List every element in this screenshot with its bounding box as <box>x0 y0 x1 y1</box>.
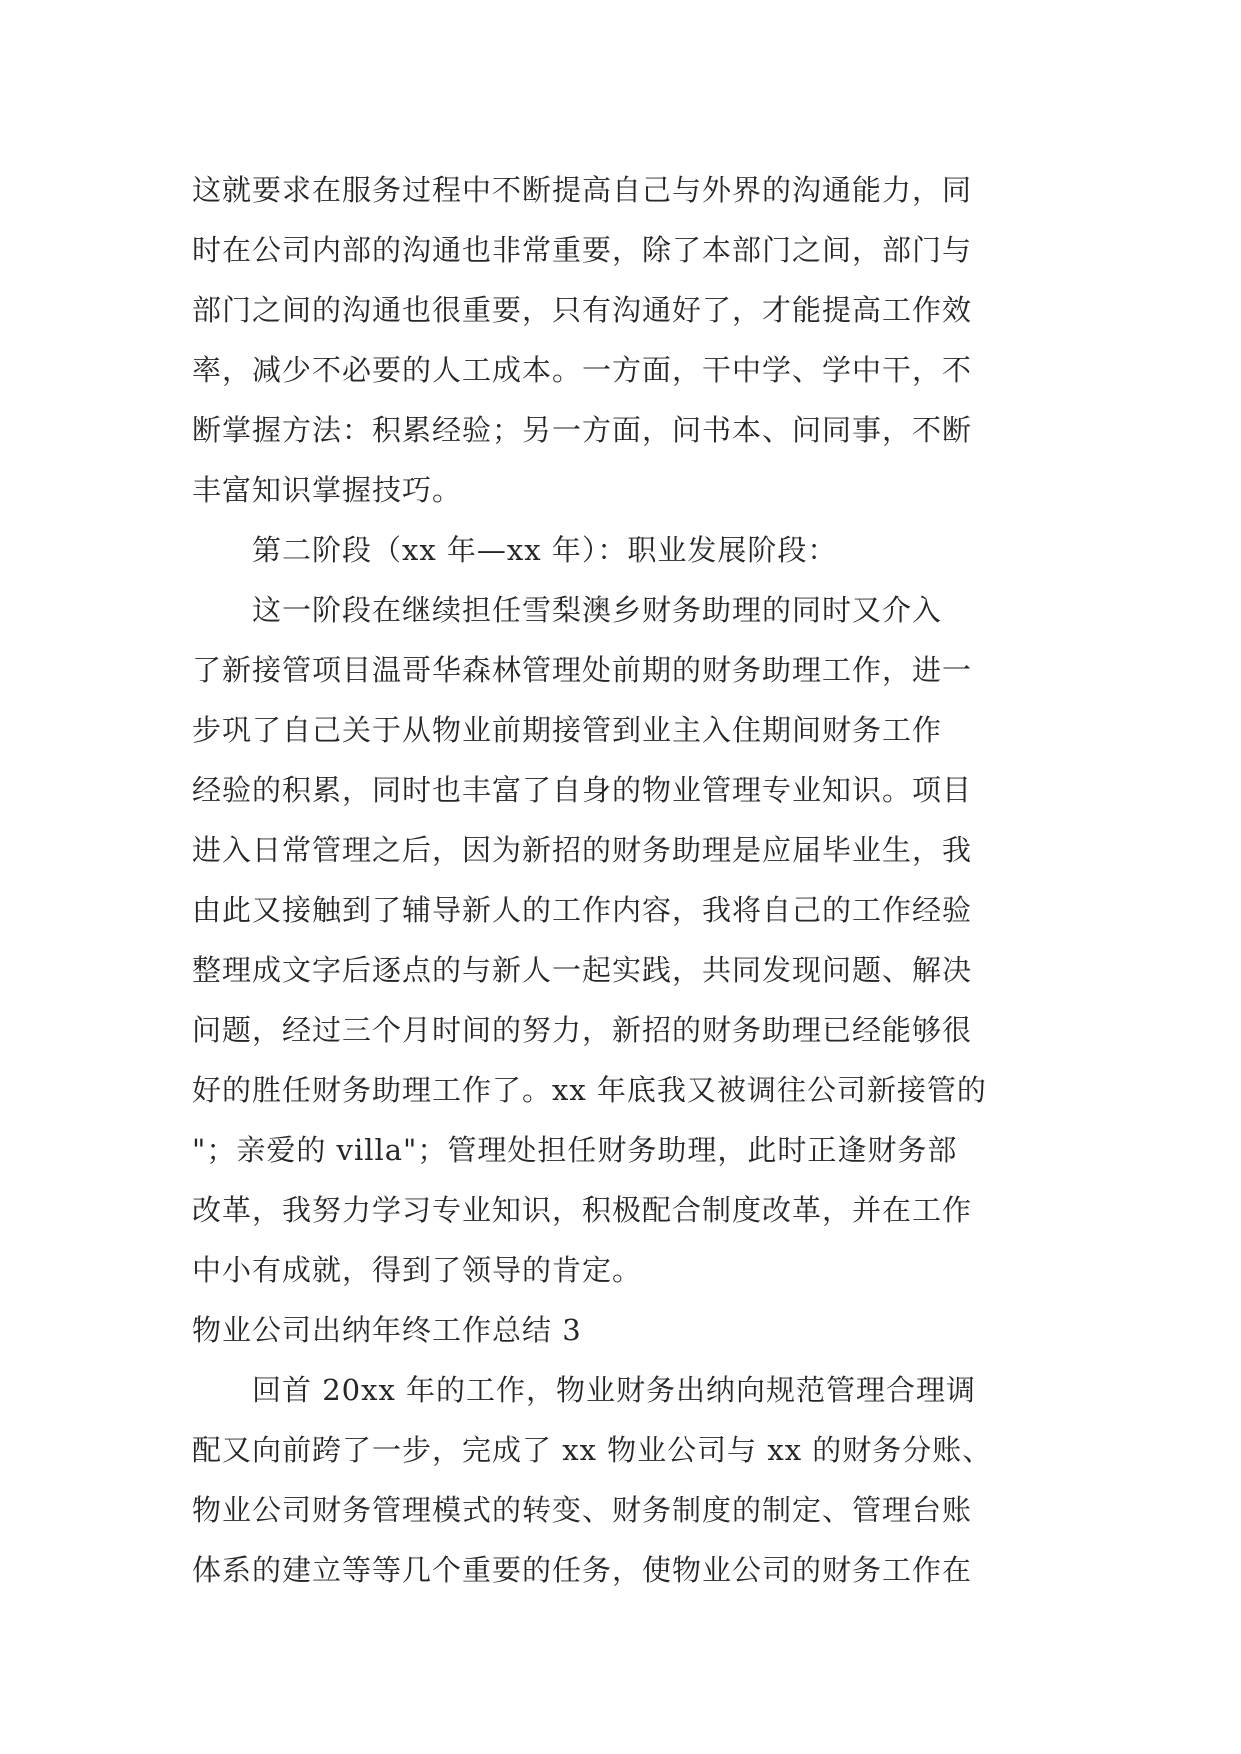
body-line: 断掌握方法：积累经验；另一方面，问书本、问同事，不断 <box>192 413 973 447</box>
body-line: 时在公司内部的沟通也非常重要，除了本部门之间，部门与 <box>192 233 973 267</box>
body-line: 物业公司财务管理模式的转变、财务制度的制定、管理台账 <box>192 1493 973 1527</box>
document-title: 物业公司出纳年终工作总结 3 <box>192 1313 582 1347</box>
body-line: 进入日常管理之后，因为新招的财务助理是应届毕业生，我 <box>192 833 973 867</box>
body-line: 中小有成就，得到了领导的肯定。 <box>192 1253 643 1287</box>
body-line: 整理成文字后逐点的与新人一起实践，共同发现问题、解决 <box>192 953 973 987</box>
body-line: "；亲爱的 villa"；管理处担任财务助理，此时正逢财务部 <box>192 1133 958 1167</box>
paragraph-start: 这一阶段在继续担任雪梨澳乡财务助理的同时又介入 <box>252 593 943 627</box>
body-line: 由此又接触到了辅导新人的工作内容，我将自己的工作经验 <box>192 893 973 927</box>
body-line: 经验的积累，同时也丰富了自身的物业管理专业知识。项目 <box>192 773 973 807</box>
body-line: 问题，经过三个月时间的努力，新招的财务助理已经能够很 <box>192 1013 973 1047</box>
body-line: 体系的建立等等几个重要的任务，使物业公司的财务工作在 <box>192 1553 973 1587</box>
body-line: 好的胜任财务助理工作了。xx 年底我又被调往公司新接管的 <box>192 1073 987 1107</box>
body-line: 改革，我努力学习专业知识，积极配合制度改革，并在工作 <box>192 1193 973 1227</box>
body-line: 率，减少不必要的人工成本。一方面，干中学、学中干，不 <box>192 353 973 387</box>
body-line: 部门之间的沟通也很重要，只有沟通好了，才能提高工作效 <box>192 293 973 327</box>
body-line: 了新接管项目温哥华森林管理处前期的财务助理工作，进一 <box>192 653 973 687</box>
body-line: 步巩了自己关于从物业前期接管到业主入住期间财务工作 <box>192 713 943 747</box>
paragraph-start: 回首 20xx 年的工作，物业财务出纳向规范管理合理调 <box>252 1373 977 1407</box>
body-line: 这就要求在服务过程中不断提高自己与外界的沟通能力，同 <box>192 173 973 207</box>
document-body <box>192 160 1052 1600</box>
body-line: 配又向前跨了一步，完成了 xx 物业公司与 xx 的财务分账、 <box>192 1433 993 1467</box>
section-heading: 第二阶段（xx 年—xx 年）：职业发展阶段： <box>252 533 838 567</box>
body-line: 丰富知识掌握技巧。 <box>192 473 463 507</box>
